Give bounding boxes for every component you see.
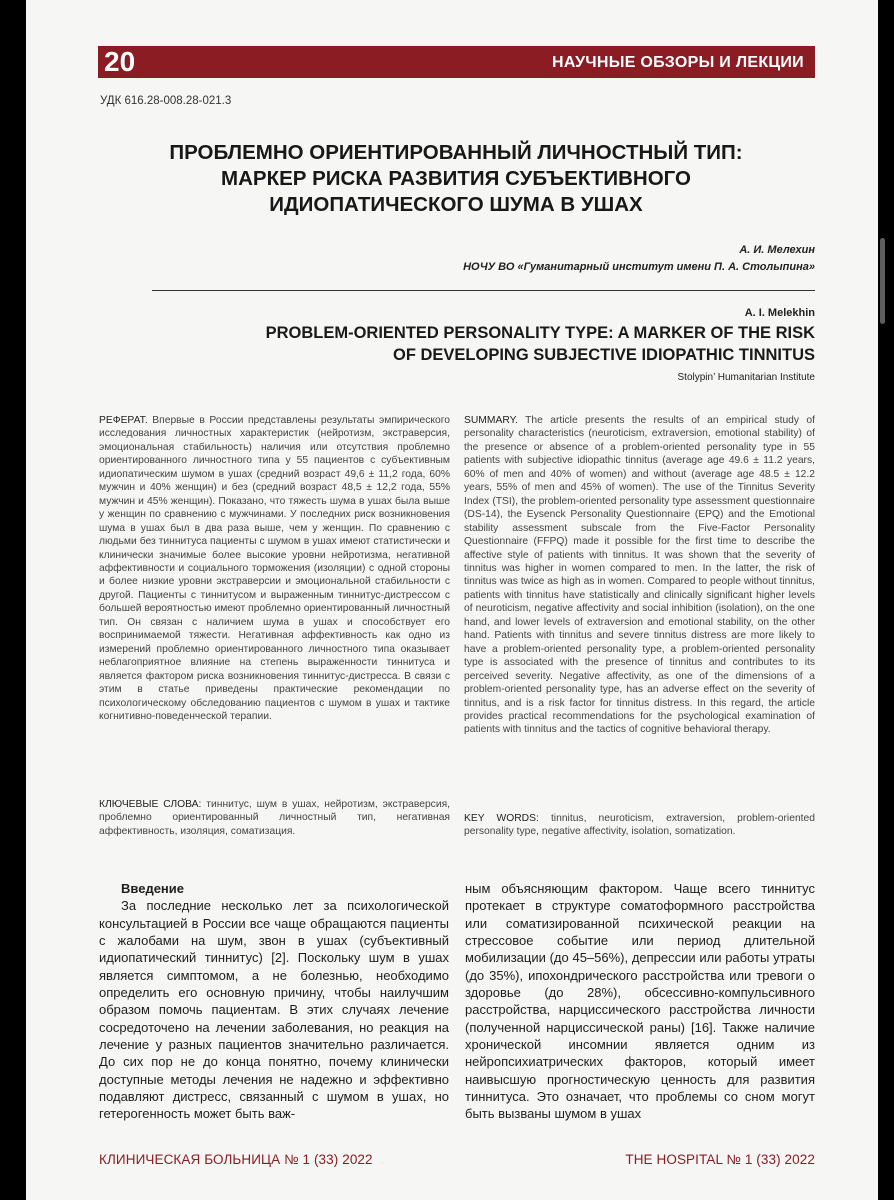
footer-journal-en: THE HOSPITAL № 1 (33) 2022 — [625, 1152, 815, 1167]
keywords-ru — [99, 798, 450, 838]
article-title-en: PROBLEM-ORIENTED PERSONALITY TYPE: A MARKER OF THE RISK OF DEVELOPING SUBJECTIVE IDIOPATHIC TINNITUS — [265, 324, 815, 364]
abstract-en-label: SUMMARY. — [464, 415, 518, 426]
abstract-en-text: The article presents the results of an empirical study of personality characteristics (neuroticism, extraversion, emotional stability) of the presence or absence of a problem-oriented personality type in 55 patients with subjective idiopathic tinnitus (average age 49.6 ± 11.2 years, 60% of men and 40% of women) and without (average age 48.5 ± 12.2 years, 55% of men and 45% of women). The use of the Tinnitus Severity Index (TSI), the problem-oriented personality type assessment questionnaire (DS-14), the Eysenck Personality Questionnaire (EPQ) and the Emotional stability assessment subscale from the Five-Factor Personality Questionnaire (FFPQ) made it possible for the first time to describe the affective style of patients with tinnitus. It was shown that the severity of tinnitus was higher in women compared to men. In the latter, the risk of tinnitus was twice as high as in women. Compared to people without tinnitus, patients with tinnitus have statistically and clinically significant higher levels of neuroticism, negative affectivity and social inhibition (isolation), on the one hand, and lower levels of extraversion and emotional stability, on the other hand. Patients with tinnitus and severe tinnitus distress are more likely to have a problem-oriented personality type, a problem-oriented personality type is associated with the presence of tinnitus and contributes to its perceived severity. Negative affectivity, as one of the dimensions of a problem-oriented personality type, has an adverse effect on the severity of tinnitus, and is a risk factor for tinnitus distress. In this regard, the article provides practical recommendations for the psychological examination of patients with tinnitus and the tactics of cognitive behavioral therapy. — [464, 415, 815, 736]
section-title: НАУЧНЫЕ ОБЗОРЫ И ЛЕКЦИИ — [551, 54, 804, 71]
divider — [152, 290, 815, 291]
affiliation-en: Stolypin’ Humanitarian Institute — [677, 372, 815, 383]
intro-right-column — [465, 880, 815, 1123]
page-header-bar — [98, 46, 815, 78]
keywords-ru-label: КЛЮЧЕВЫЕ СЛОВА: — [99, 799, 202, 810]
intro-paragraph: За последние несколько лет за психологической консультацией в России все чаще обращаются пациенты с жалобами на шум, звон в ушах (субъективный идиопатический тиннитус) [2]. Поскольку шум в ушах является симптомом, а не болезнью, необходимо определить его основную причину, чтобы наилучшим образом помочь пациентам. В этих случаях лечение сосредоточено на лечении заболевания, но реакция на лечение у разных пациентов значительно различается. До сих пор не до конца понятно, почему клинически доступные методы лечения не надежно и эффективно подавляют дистресс, связанный с шумом в ушах, но гетерогенность может быть важ- — [99, 898, 449, 1122]
abstract-ru-text: Впервые в России представлены результаты эмпирического исследования личностных характеристик (нейротизм, экстраверсия, эмоциональная стабильность) наличия или отсутствия проблемно ориентированного личностного типа у 55 пациентов с субъективным идиопатическим шумом в ушах (средний возраст 49,6 ± 11,2 года, 60% мужчин и 40% женщин) и без (средний возраст 48,5 ± 12,2 года, 55% мужчин и 45% женщин). Показано, что тяжесть шума в ушах была выше у женщин по сравнению с мужчинами. У последних риск возникновения шума в ушах был в два раза выше, чем у женщин. По сравнению с людьми без тиннитуса пациенты с шумом в ушах имеют статистически и клинически значимые более высокие уровни нейротизма, негативной аффективности и социального торможения (изоляции) с одной стороны и более низкие уровни экстраверсии и эмоциональной стабильности с другой. Пациенты с тиннитусом и выраженным тиннитус-дистрессом с большей вероятностью имеют проблемно ориентированный личностный тип. Он связан с наличием шума в ушах и способствует его воспринимаемой тяжести. Негативная аффективность как одно из измерений проблемно ориентированного личностного типа оказывает неблагоприятное влияние на степень выраженности тиннитуса и является фактором риска возникновения тиннитус-дистресса. В связи с этим в статье приведены практические рекомендации по психологическому обследованию пациентов с шумом в ушах и тактике когнитивно-поведенческой терапии. — [99, 415, 450, 722]
footer-journal-ru: КЛИНИЧЕСКАЯ БОЛЬНИЦА № 1 (33) 2022 — [99, 1152, 373, 1167]
page-number: 20 — [104, 46, 136, 77]
abstract-ru-label: РЕФЕРАТ. — [99, 415, 148, 426]
keywords-en-text: tinnitus, neuroticism, extraversion, problem-oriented personality type, negative affectivity, isolation, somatization. — [464, 813, 815, 838]
abstract-ru — [99, 414, 450, 723]
keywords-ru-text: тиннитус, шум в ушах, нейротизм, экстраверсия, проблемно ориентированный личностный тип, негативная аффективность, изоляция, соматизация. — [99, 799, 451, 837]
intro-paragraph-cont: ным объясняющим фактором. Чаще всего тиннитус протекает в структуре соматоформного расстройства или соматизированной психической реакции на стрессовое событие или период длительной мобилизации (до 45–56%), депрессии или работы утраты (до 35%), ипохондрического расстройства или тревоги о здоровье (до 28%), обсессивно-компульсивного расстройства, нарциссического расстройства личности (полученной нарциссической раны) [16]. Также наличие хронической инсомнии является одним из нейропсихиатрических факторов, который имеет наивысшую прогностическую ценность для развития тиннитуса. Это означает, что проблемы со сном могут быть вызваны шумом в ушах — [465, 881, 815, 1122]
intro-heading: Введение — [121, 881, 184, 896]
udk-code: УДК 616.28-008.28-021.3 — [100, 95, 232, 107]
author-en: A. I. Melekhin — [744, 307, 815, 319]
article-title-ru: ПРОБЛЕМНО ОРИЕНТИРОВАННЫЙ ЛИЧНОСТНЫЙ ТИП: МАРКЕР РИСКА РАЗВИТИЯ СУБЪЕКТИВНОГО ИДИОПАТИЧЕСКОГО ШУМА В УШАХ — [169, 141, 743, 216]
author-ru: А. И. Мелехин — [739, 244, 815, 256]
abstract-en — [464, 414, 815, 737]
affiliation-ru: НОЧУ ВО «Гуманитарный институт имени П. А. Столыпина» — [463, 261, 815, 273]
intro-left-column — [99, 880, 449, 1123]
keywords-en-label: KEY WORDS: — [464, 813, 539, 824]
journal-page[interactable] — [26, 0, 878, 1200]
scrollbar-thumb[interactable] — [880, 238, 885, 324]
keywords-en — [464, 812, 815, 839]
